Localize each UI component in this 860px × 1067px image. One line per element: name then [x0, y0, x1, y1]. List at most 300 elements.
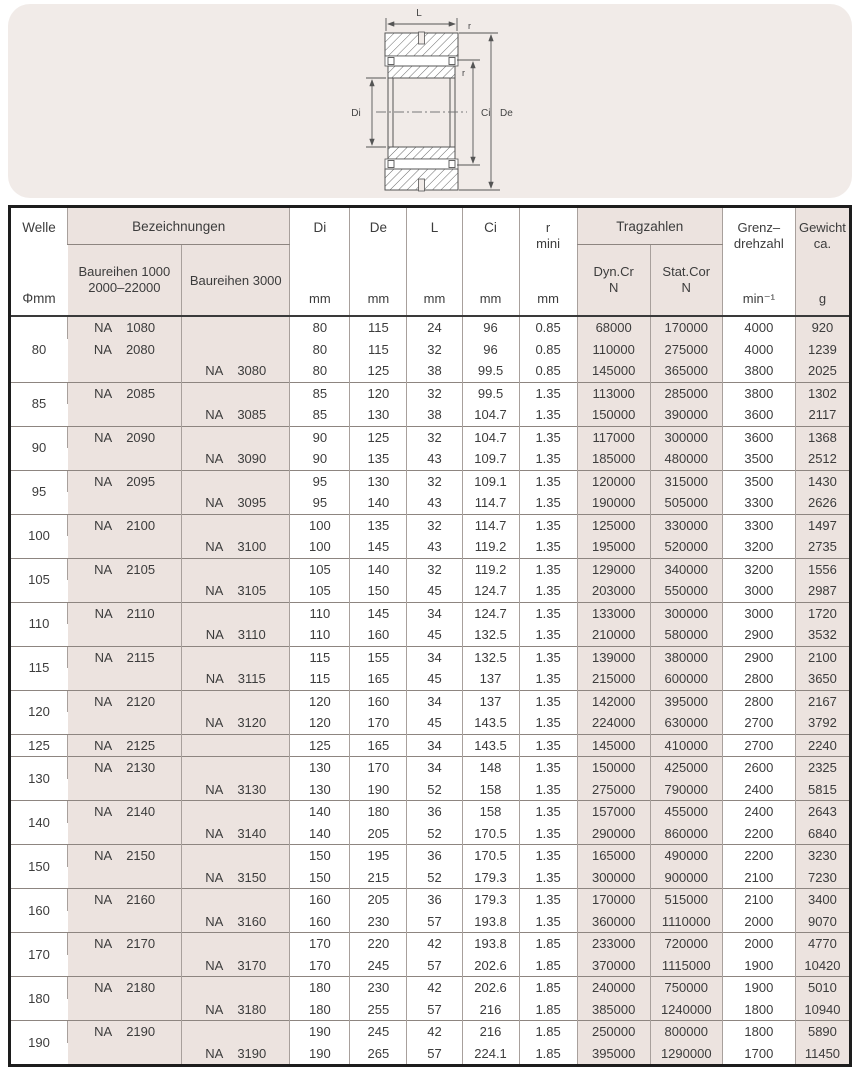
- cell-r-mini: 1.35: [519, 492, 577, 514]
- designation: [94, 1021, 155, 1043]
- cell-de: 230: [350, 911, 407, 933]
- cell-welle: 95: [10, 470, 68, 514]
- cell-l: 45: [407, 712, 462, 734]
- designation-part: NA: [94, 385, 113, 401]
- cell-de: 130: [350, 404, 407, 426]
- cell-gewicht: 1556: [795, 558, 850, 580]
- table-body: [10, 316, 851, 1066]
- cell-welle: 80: [10, 316, 68, 382]
- header-r-unit: mm: [537, 290, 559, 306]
- header-l-unit: mm: [423, 290, 446, 306]
- designation: [205, 712, 266, 734]
- cell-gewicht: 2117: [795, 404, 850, 426]
- header-baureihe-1000: [68, 245, 182, 317]
- cell-ci: 158: [462, 779, 519, 801]
- table-row: [10, 426, 851, 448]
- designation-part: NA: [94, 737, 113, 753]
- designation-part: 2160: [126, 892, 156, 907]
- cell-welle: 110: [10, 602, 68, 646]
- cell-gewicht: 3650: [795, 668, 850, 690]
- cell-stat-cor: 720000: [650, 933, 722, 955]
- cell-stat-cor: 365000: [650, 360, 722, 382]
- cell-r-mini: 1.35: [519, 580, 577, 602]
- cell-di: 130: [290, 757, 350, 779]
- cell-gewicht: 920: [795, 316, 850, 339]
- designation: [206, 624, 266, 646]
- table-row: [10, 558, 851, 580]
- dim-label-r-inner: r: [462, 68, 465, 78]
- cell-dyn-cr: 117000: [577, 426, 650, 448]
- cell-r-mini: 1.85: [519, 955, 577, 977]
- designation-part: 3180: [237, 1001, 267, 1017]
- header-de-label: De: [369, 219, 388, 235]
- table-row: [10, 801, 851, 823]
- cell-de: 135: [350, 514, 407, 536]
- cell-dyn-cr: 110000: [577, 339, 650, 361]
- table-row: [10, 448, 851, 470]
- cell-grenzdrehzahl: 3500: [722, 470, 795, 492]
- table-row: [10, 867, 851, 889]
- cell-r-mini: 1.35: [519, 823, 577, 845]
- header-dyn-cr: [577, 245, 650, 317]
- designation: [205, 999, 266, 1021]
- cell-grenzdrehzahl: 2900: [722, 646, 795, 668]
- cell-l: 43: [407, 536, 462, 558]
- cell-grenzdrehzahl: 2400: [722, 779, 795, 801]
- designation-part: 2095: [126, 473, 156, 489]
- cell-baureihe-3000: [182, 536, 290, 558]
- header-grenz-line2: drehzahl: [733, 235, 784, 251]
- cell-dyn-cr: 210000: [577, 624, 650, 646]
- cell-stat-cor: 900000: [650, 867, 722, 889]
- header-l: [407, 207, 462, 317]
- cell-dyn-cr: 145000: [577, 360, 650, 382]
- cell-l: 42: [407, 933, 462, 955]
- cell-baureihe-3000: [182, 404, 290, 426]
- cell-di: 115: [290, 668, 350, 690]
- designation: [206, 668, 266, 690]
- bore-walls: [388, 78, 455, 147]
- outer-ring-top: [385, 32, 458, 56]
- cell-baureihe-3000: [182, 867, 290, 889]
- cell-grenzdrehzahl: 2800: [722, 690, 795, 712]
- cell-baureihe-1000: [68, 668, 182, 690]
- table-row: [10, 955, 851, 977]
- header-gewicht-unit: g: [818, 290, 827, 306]
- cell-l: 34: [407, 690, 462, 712]
- designation: [205, 360, 266, 382]
- cell-grenzdrehzahl: 2200: [722, 823, 795, 845]
- cell-l: 42: [407, 977, 462, 999]
- cell-l: 57: [407, 955, 462, 977]
- designation-part: NA: [94, 429, 113, 445]
- cell-gewicht: 2735: [795, 536, 850, 558]
- cell-grenzdrehzahl: 3000: [722, 580, 795, 602]
- designation-part: NA: [94, 936, 113, 951]
- cell-welle: 140: [10, 801, 68, 845]
- designation-part: 2125: [126, 737, 156, 753]
- cell-r-mini: 1.35: [519, 867, 577, 889]
- cell-dyn-cr: 139000: [577, 646, 650, 668]
- table-row: [10, 514, 851, 536]
- header-dyn-line1: Dyn.Cr: [593, 264, 634, 279]
- cell-grenzdrehzahl: 1900: [722, 955, 795, 977]
- header-grenzdrehzahl: [722, 207, 795, 317]
- dim-Di: [366, 78, 386, 147]
- cell-ci: 202.6: [462, 977, 519, 999]
- dim-label-De: De: [500, 108, 513, 119]
- designation-part: 3115: [237, 671, 266, 686]
- header-welle-unit: Φmm: [22, 290, 56, 306]
- cell-stat-cor: 455000: [650, 801, 722, 823]
- cell-r-mini: 1.35: [519, 668, 577, 690]
- header-r-mini-label: [536, 220, 560, 252]
- cell-l: 34: [407, 646, 462, 668]
- designation-part: 3120: [237, 715, 267, 730]
- table-header: [10, 207, 851, 317]
- cell-grenzdrehzahl: 2900: [722, 624, 795, 646]
- cell-baureihe-3000: [182, 360, 290, 382]
- cell-welle: 125: [10, 734, 68, 757]
- cell-l: 32: [407, 470, 462, 492]
- table-row: [10, 933, 851, 955]
- dim-Ci: [457, 60, 480, 165]
- cell-de: 150: [350, 580, 407, 602]
- table-row: [10, 889, 851, 911]
- cell-r-mini: 0.85: [519, 339, 577, 361]
- cell-l: 34: [407, 602, 462, 624]
- cell-dyn-cr: 170000: [577, 889, 650, 911]
- cell-de: 145: [350, 536, 407, 558]
- cell-ci: 96: [462, 339, 519, 361]
- cell-baureihe-3000: [182, 448, 290, 470]
- designation-part: 2140: [126, 804, 156, 819]
- cell-grenzdrehzahl: 4000: [722, 316, 795, 339]
- cell-baureihe-1000: [68, 823, 182, 845]
- cell-dyn-cr: 113000: [577, 382, 650, 404]
- cell-dyn-cr: 157000: [577, 801, 650, 823]
- cell-di: 180: [290, 977, 350, 999]
- designation-part: NA: [94, 605, 113, 621]
- header-r-mini: [519, 207, 577, 317]
- designation-part: 2120: [126, 693, 156, 709]
- cell-grenzdrehzahl: 2000: [722, 911, 795, 933]
- cell-l: 36: [407, 889, 462, 911]
- cell-baureihe-1000: [68, 448, 182, 470]
- table-row: [10, 492, 851, 514]
- cell-gewicht: 7230: [795, 867, 850, 889]
- cell-di: 180: [290, 999, 350, 1021]
- cell-di: 110: [290, 624, 350, 646]
- cell-dyn-cr: 240000: [577, 977, 650, 999]
- cell-de: 220: [350, 933, 407, 955]
- cell-baureihe-1000: [68, 911, 182, 933]
- designation-part: NA: [94, 693, 113, 709]
- cell-baureihe-1000: [68, 801, 182, 823]
- cell-de: 145: [350, 602, 407, 624]
- cell-l: 57: [407, 911, 462, 933]
- designation: [205, 1043, 266, 1065]
- cell-di: 120: [290, 712, 350, 734]
- designation-part: NA: [205, 627, 224, 642]
- cell-baureihe-3000: [182, 339, 290, 361]
- cell-dyn-cr: 395000: [577, 1043, 650, 1066]
- cell-r-mini: 1.35: [519, 779, 577, 801]
- cell-baureihe-1000: [68, 779, 182, 801]
- cell-dyn-cr: 150000: [577, 404, 650, 426]
- designation-part: 3190: [237, 1045, 267, 1061]
- cell-baureihe-1000: [68, 316, 182, 339]
- designation-part: 2110: [126, 605, 155, 621]
- cell-stat-cor: 300000: [650, 426, 722, 448]
- designation-part: 3085: [237, 407, 267, 422]
- cell-gewicht: 1368: [795, 426, 850, 448]
- designation: [94, 801, 155, 823]
- cell-dyn-cr: 275000: [577, 779, 650, 801]
- designation-part: NA: [205, 1001, 224, 1017]
- table-row: [10, 580, 851, 602]
- cell-de: 115: [350, 316, 407, 339]
- header-ci: [462, 207, 519, 317]
- designation: [94, 339, 155, 361]
- designation-part: 3100: [237, 539, 267, 554]
- cell-de: 205: [350, 889, 407, 911]
- designation-part: 2180: [126, 980, 156, 995]
- cell-de: 160: [350, 690, 407, 712]
- table-row: [10, 779, 851, 801]
- cell-grenzdrehzahl: 3600: [722, 404, 795, 426]
- header-r-line2: mini: [536, 235, 561, 251]
- cell-baureihe-3000: [182, 779, 290, 801]
- cell-baureihe-1000: [68, 999, 182, 1021]
- designation-part: 3130: [237, 781, 267, 797]
- cell-grenzdrehzahl: 3000: [722, 602, 795, 624]
- header-bezeichnungen: Bezeichnungen: [68, 207, 290, 245]
- header-grenz-unit: min⁻¹: [742, 290, 775, 306]
- table-row: [10, 624, 851, 646]
- cell-de: 165: [350, 668, 407, 690]
- cell-baureihe-3000: [182, 734, 290, 757]
- cell-dyn-cr: 215000: [577, 668, 650, 690]
- roller-cage-top: [385, 56, 458, 66]
- cell-stat-cor: 520000: [650, 536, 722, 558]
- cell-stat-cor: 580000: [650, 624, 722, 646]
- header-di: [290, 207, 350, 317]
- diagram-panel: [8, 4, 852, 198]
- designation: [94, 845, 155, 867]
- cell-grenzdrehzahl: 3200: [722, 558, 795, 580]
- cell-grenzdrehzahl: 1800: [722, 1021, 795, 1043]
- cell-r-mini: 1.35: [519, 801, 577, 823]
- cell-grenzdrehzahl: 2200: [722, 845, 795, 867]
- table-row: [10, 845, 851, 867]
- cell-l: 36: [407, 845, 462, 867]
- bearing-catalog-table: [8, 205, 852, 1067]
- cell-baureihe-3000: [182, 801, 290, 823]
- cell-l: 34: [407, 734, 462, 757]
- cell-ci: 179.3: [462, 867, 519, 889]
- cell-baureihe-1000: [68, 536, 182, 558]
- header-dyn-line2: N: [608, 280, 619, 295]
- designation: [205, 867, 266, 889]
- cell-baureihe-1000: [68, 426, 182, 448]
- cell-de: 170: [350, 712, 407, 734]
- cell-ci: 193.8: [462, 911, 519, 933]
- cell-de: 140: [350, 558, 407, 580]
- cell-ci: 202.6: [462, 955, 519, 977]
- cell-gewicht: 5815: [795, 779, 850, 801]
- designation: [94, 889, 155, 911]
- cell-dyn-cr: 125000: [577, 514, 650, 536]
- cell-gewicht: 6840: [795, 823, 850, 845]
- cell-gewicht: 1720: [795, 602, 850, 624]
- cell-stat-cor: 630000: [650, 712, 722, 734]
- cell-ci: 124.7: [462, 602, 519, 624]
- cell-l: 32: [407, 382, 462, 404]
- cell-stat-cor: 1110000: [650, 911, 722, 933]
- cell-welle: 105: [10, 558, 68, 602]
- cell-de: 125: [350, 426, 407, 448]
- designation-part: 1080: [126, 320, 156, 335]
- cell-ci: 224.1: [462, 1043, 519, 1066]
- header-baureihe1-line2: 2000–22000: [88, 280, 161, 295]
- cell-stat-cor: 300000: [650, 602, 722, 624]
- header-grenz-line1: Grenz–: [737, 219, 781, 235]
- cell-grenzdrehzahl: 2800: [722, 668, 795, 690]
- cell-welle: 190: [10, 1021, 68, 1066]
- cell-dyn-cr: 145000: [577, 734, 650, 757]
- designation-part: 2170: [126, 936, 156, 951]
- cell-ci: 119.2: [462, 536, 519, 558]
- designation-part: NA: [94, 517, 113, 533]
- designation-part: 2130: [126, 760, 156, 775]
- cell-gewicht: 2100: [795, 646, 850, 668]
- table-row: [10, 536, 851, 558]
- header-gewicht-label: [799, 220, 846, 252]
- table-row: [10, 1021, 851, 1043]
- table-row: [10, 690, 851, 712]
- cell-baureihe-3000: [182, 955, 290, 977]
- table-row: [10, 470, 851, 492]
- cell-de: 130: [350, 470, 407, 492]
- designation-part: 3090: [237, 451, 267, 466]
- cell-r-mini: 1.85: [519, 999, 577, 1021]
- cell-baureihe-3000: [182, 316, 290, 339]
- cell-ci: 143.5: [462, 712, 519, 734]
- cell-baureihe-3000: [182, 646, 290, 668]
- designation: [205, 779, 266, 801]
- cell-stat-cor: 275000: [650, 339, 722, 361]
- cell-grenzdrehzahl: 3800: [722, 382, 795, 404]
- cell-stat-cor: 860000: [650, 823, 722, 845]
- cell-r-mini: 1.85: [519, 977, 577, 999]
- designation-part: 3095: [237, 495, 267, 510]
- designation-part: NA: [94, 561, 113, 577]
- cell-baureihe-1000: [68, 492, 182, 514]
- bearing-cross-section: [338, 4, 578, 198]
- cell-gewicht: 2512: [795, 448, 850, 470]
- table-row: [10, 757, 851, 779]
- cell-dyn-cr: 133000: [577, 602, 650, 624]
- cell-di: 130: [290, 779, 350, 801]
- cell-r-mini: 0.85: [519, 360, 577, 382]
- cell-ci: 170.5: [462, 845, 519, 867]
- designation-part: NA: [205, 1045, 224, 1061]
- cell-de: 170: [350, 757, 407, 779]
- cell-r-mini: 1.35: [519, 845, 577, 867]
- table-row: [10, 712, 851, 734]
- designation-part: 2115: [126, 649, 155, 665]
- cell-de: 245: [350, 1021, 407, 1043]
- cell-welle: 130: [10, 757, 68, 801]
- cell-di: 170: [290, 955, 350, 977]
- cell-baureihe-1000: [68, 558, 182, 580]
- cell-grenzdrehzahl: 2100: [722, 889, 795, 911]
- designation: [94, 383, 155, 405]
- cell-di: 140: [290, 801, 350, 823]
- cell-dyn-cr: 360000: [577, 911, 650, 933]
- designation-part: NA: [94, 1024, 113, 1039]
- cell-grenzdrehzahl: 2700: [722, 712, 795, 734]
- cell-welle: 170: [10, 933, 68, 977]
- cell-ci: 114.7: [462, 514, 519, 536]
- designation-part: NA: [205, 583, 224, 598]
- cell-gewicht: 2167: [795, 690, 850, 712]
- header-gewicht: [795, 207, 850, 317]
- designation: [205, 911, 266, 933]
- cell-ci: 132.5: [462, 646, 519, 668]
- cell-di: 115: [290, 646, 350, 668]
- cell-l: 34: [407, 757, 462, 779]
- cell-baureihe-3000: [182, 580, 290, 602]
- cell-gewicht: 3792: [795, 712, 850, 734]
- header-tragzahlen: Tragzahlen: [577, 207, 722, 245]
- cell-baureihe-3000: [182, 1021, 290, 1043]
- cell-baureihe-1000: [68, 690, 182, 712]
- designation-part: NA: [205, 539, 224, 554]
- cell-baureihe-1000: [68, 360, 182, 382]
- cell-grenzdrehzahl: 2000: [722, 933, 795, 955]
- designation-part: 3150: [237, 869, 267, 885]
- cell-baureihe-3000: [182, 712, 290, 734]
- designation: [95, 647, 155, 669]
- cell-de: 255: [350, 999, 407, 1021]
- cell-l: 32: [407, 558, 462, 580]
- cell-gewicht: 3400: [795, 889, 850, 911]
- cell-welle: 180: [10, 977, 68, 1021]
- cell-di: 90: [290, 426, 350, 448]
- cell-ci: 143.5: [462, 734, 519, 757]
- table-row: [10, 999, 851, 1021]
- cell-l: 45: [407, 668, 462, 690]
- cell-welle: 150: [10, 845, 68, 889]
- designation-part: NA: [94, 760, 113, 775]
- cell-grenzdrehzahl: 2400: [722, 801, 795, 823]
- cell-di: 140: [290, 823, 350, 845]
- designation-part: 3105: [237, 583, 267, 598]
- cell-ci: 132.5: [462, 624, 519, 646]
- cell-baureihe-1000: [68, 602, 182, 624]
- cell-baureihe-1000: [68, 933, 182, 955]
- cell-de: 125: [350, 360, 407, 382]
- cell-dyn-cr: 300000: [577, 867, 650, 889]
- cell-stat-cor: 480000: [650, 448, 722, 470]
- cell-baureihe-1000: [68, 734, 182, 757]
- designation-part: 2090: [126, 429, 156, 445]
- cell-di: 100: [290, 536, 350, 558]
- cell-grenzdrehzahl: 1700: [722, 1043, 795, 1066]
- designation-part: NA: [205, 671, 224, 686]
